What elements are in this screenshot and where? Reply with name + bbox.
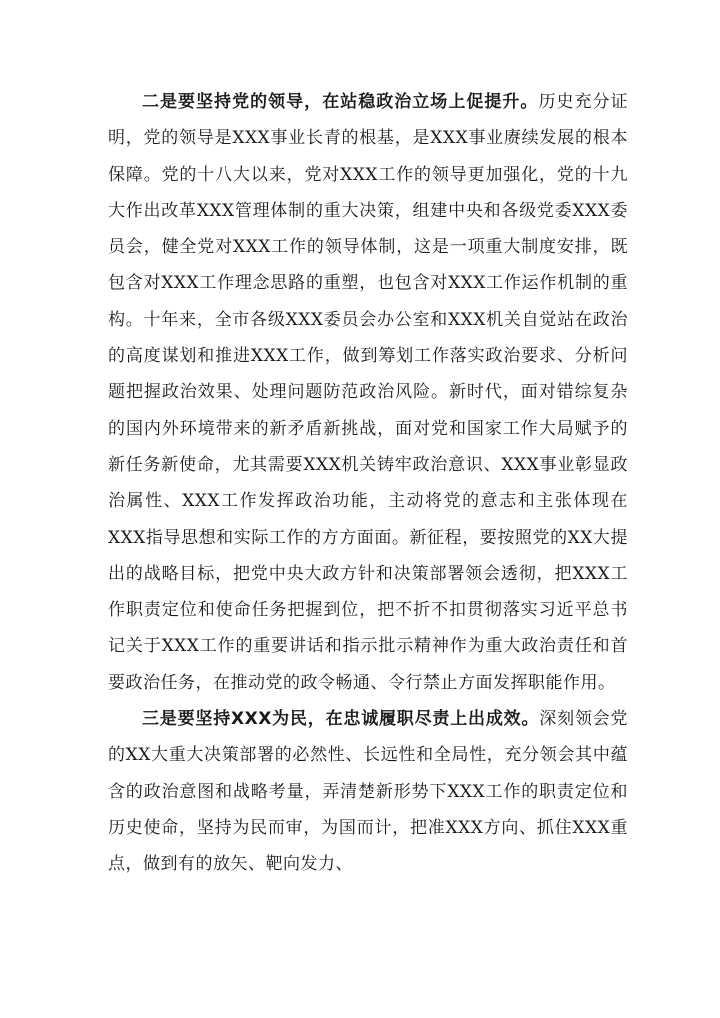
- document-body: [108, 84, 628, 883]
- paragraph-heading-serve-people: 三是要坚持XXX为民，在忠诚履职尽责上出成效。: [142, 709, 540, 730]
- paragraph-serve-people: [108, 701, 628, 882]
- paragraph-leadership: [108, 84, 628, 701]
- paragraph-heading-leadership: 二是要坚持党的领导，在站稳政治立场上促提升。: [142, 92, 539, 112]
- paragraph-text-leadership: 历史充分证明，党的领导是XXX事业长青的根基，是XXX事业赓续发展的根本保障。党的十八大以来，党对XXX工作的领导更加强化，党的十九大作出改革XXX管理体制的重大决策，组建中央和各级党委XXX委员会，健全党对XXX工作的领导体制，这是一项重大制度安排，既包含对XXX工作理念思路的重塑，也包含对XXX工作运作机制的重构。十年来，全市各级XXX委员会办公室和XXX机关自觉站在政治的高度谋划和推进XXX工作，做到筹划工作落实政治要求、分析问题把握政治效果、处理问题防范政治风险。新时代，面对错综复杂的国内外环境带来的新矛盾新挑战，面对党和国家工作大局赋予的新任务新使命，尤其需要XXX机关铸牢政治意识、XXX事业彰显政治属性、XXX工作发挥政治功能，主动将党的意志和主张体现在XXX指导思想和实际工作的方方面面。新征程，要按照党的XX大提出的战略目标，把党中央大政方针和决策部署领会透彻，把XXX工作职责定位和使命任务把握到位，把不折不扣贯彻落实习近平总书记关于XXX工作的重要讲话和指示批示精神作为重大政治责任和首要政治任务，在推动党的政令畅通、令行禁止方面发挥职能作用。: [108, 92, 629, 693]
- paragraph-text-serve-people: 深刻领会党的XX大重大决策部署的必然性、长远性和全局性，充分领会其中蕴含的政治意图和战略考量，弄清楚新形势下XXX工作的职责定位和历史使命，坚持为民而审，为国而计，把准XXX方向、抓住XXX重点，做到有的放矢、靶向发力、: [108, 709, 628, 875]
